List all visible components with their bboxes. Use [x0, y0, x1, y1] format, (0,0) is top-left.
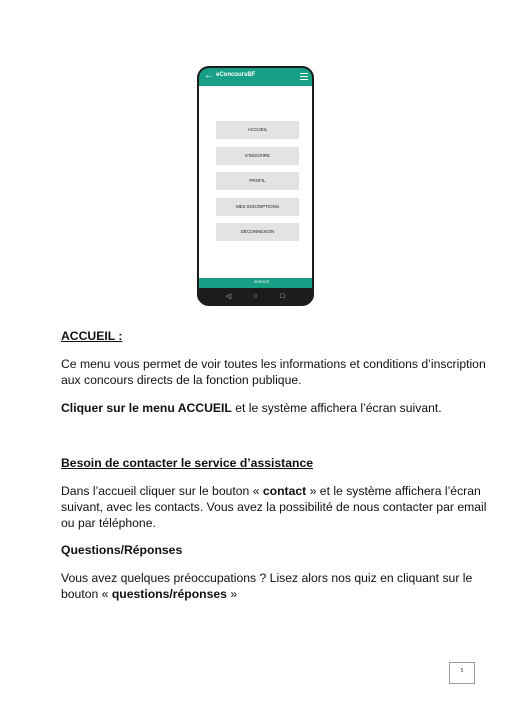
qr-line-2-b: » [226, 587, 238, 601]
menu-button-inscrire[interactable]: S'INSCRIRE [216, 147, 299, 165]
accueil-instruction-bold: Cliquer sur le menu ACCUEIL [61, 401, 232, 415]
app-bar [199, 68, 312, 86]
nav-back-icon[interactable]: ◁ [225, 293, 232, 300]
accueil-instruction [61, 400, 442, 416]
menu-button-profil[interactable]: PROFIL [216, 172, 299, 190]
phone-screenshot [197, 66, 314, 306]
besoin-line-3: ou par téléphone. [61, 516, 156, 530]
back-arrow-icon[interactable]: ← [204, 70, 214, 81]
nav-home-icon[interactable]: ○ [253, 293, 258, 300]
accueil-heading: ACCUEIL : [61, 329, 123, 343]
page-number: 5 [449, 662, 475, 684]
menu-button-mes-inscriptions[interactable]: MES INSCRIPTIONS [216, 198, 299, 216]
besoin-line-2: suivant, avec les contacts. Vous avez la possibilité de nous contacter par email [61, 500, 487, 514]
menu-button-deconnexion[interactable]: DÉCONNEXION [216, 223, 299, 241]
nav-recent-icon[interactable]: □ [280, 293, 285, 300]
accueil-paragraph-line-1: Ce menu vous permet de voir toutes les informations et conditions d’inscription [61, 357, 486, 371]
besoin-line-1-b: » et le système affichera l’écran [306, 484, 481, 498]
app-title: eConcoursBF [216, 72, 256, 78]
qr-heading: Questions/Réponses [61, 543, 183, 557]
accueil-instruction-rest: et le système affichera l’écran suivant. [231, 401, 442, 415]
qr-line-1: Vous avez quelques préoccupations ? Lisez alors nos quiz en cliquant sur le [61, 571, 473, 585]
app-screen [199, 86, 312, 306]
app-footer [199, 278, 312, 288]
qr-line-2-a: bouton « [61, 587, 112, 601]
hamburger-menu-icon[interactable] [300, 73, 308, 80]
besoin-heading: Besoin de contacter le service d’assistance [61, 456, 313, 470]
menu-button-accueil[interactable]: ACCUEIL [216, 121, 299, 139]
qr-line-2 [61, 586, 237, 602]
footer-service-label: SERVICE [254, 280, 270, 284]
besoin-line-1-a: Dans l’accueil cliquer sur le bouton « [61, 484, 263, 498]
accueil-paragraph-line-2: aux concours directs de la fonction publique. [61, 373, 302, 387]
android-nav-bar [197, 288, 314, 306]
questions-reponses-bold: questions/réponses [111, 587, 227, 601]
contact-bold: contact [262, 484, 307, 498]
besoin-line-1 [61, 483, 481, 499]
